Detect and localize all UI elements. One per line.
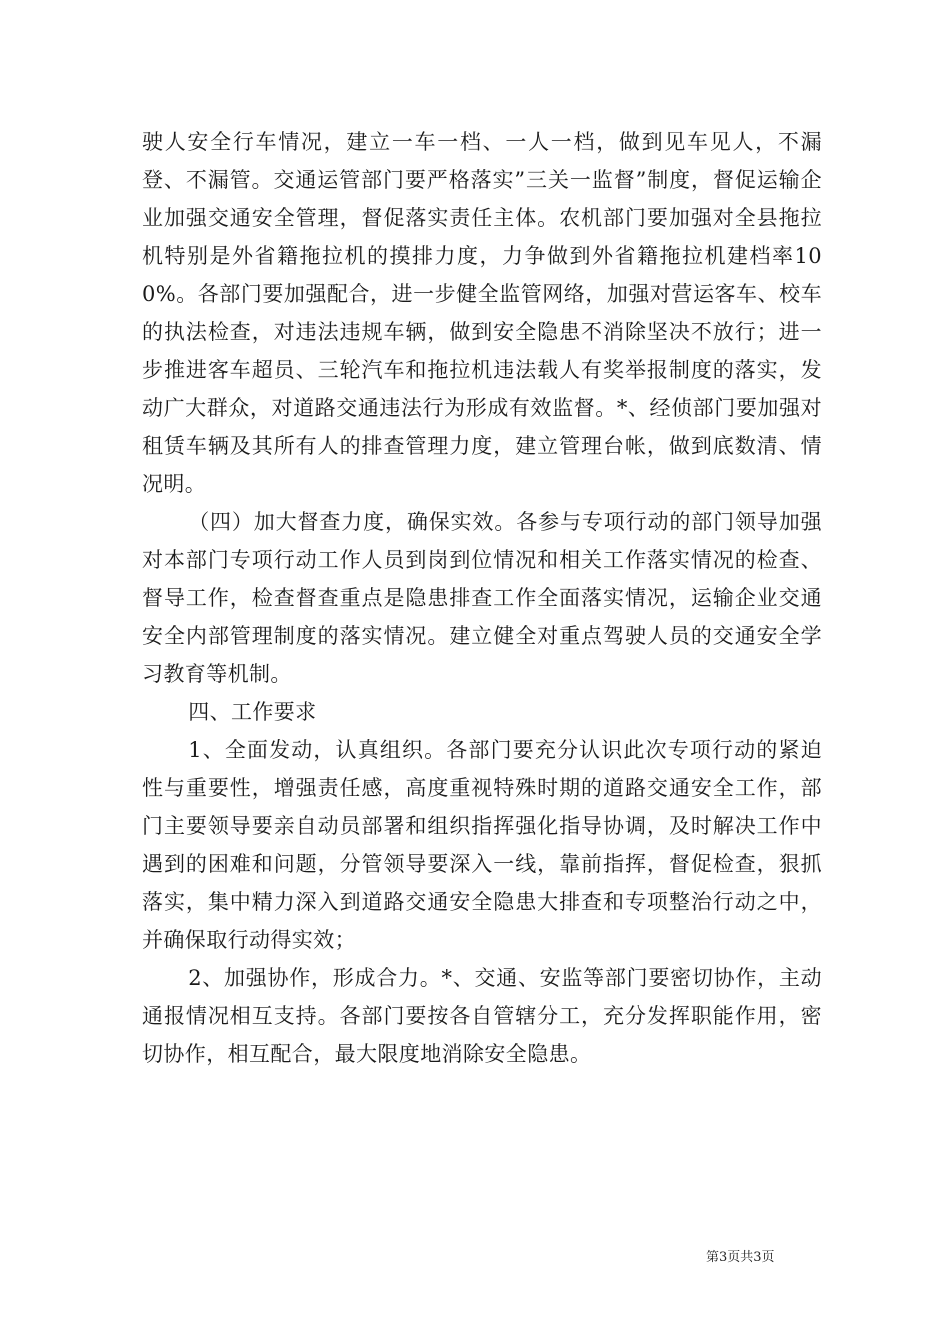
paragraph-supervision: （四）加大督查力度，确保实效。各参与专项行动的部门领导加强对本部门专项行动工作人员到岗到位情况和相关工作落实情况的检查、督导工作，检查督查重点是隐患排查工作全面落实情况，运输企业交通安全内部管理制度的落实情况。建立健全对重点驾驶人员的交通安全学习教育等机制。	[142, 510, 822, 686]
page-number-footer: 第3页共3页	[706, 1250, 775, 1265]
paragraph-requirement-2: 2、加强协作，形成合力。*、交通、安监等部门要密切协作，主动通报情况相互支持。各部门要按各自管辖分工，充分发挥职能作用，密切协作，相互配合，最大限度地消除安全隐患。	[142, 966, 822, 1066]
paragraph-continued: 驶人安全行车情况，建立一车一档、一人一档，做到见车见人，不漏登、不漏管。交通运管部门要严格落实”三关一监督”制度，督促运输企业加强交通安全管理，督促落实责任主体。农机部门要加强对全县拖拉机特别是外省籍拖拉机的摸排力度，力争做到外省籍拖拉机建档率100%。各部门要加强配合，进一步健全监管网络，加强对营运客车、校车的执法检查，对违法违规车辆，做到安全隐患不消除坚决不放行；进一步推进客车超员、三轮汽车和拖拉机违法载人有奖举报制度的落实，发动广大群众，对道路交通违法行为形成有效监督。*、经侦部门要加强对租赁车辆及其所有人的排查管理力度，建立管理台帐，做到底数清、情况明。	[142, 130, 822, 496]
document-body	[142, 123, 822, 1073]
section-heading-work-requirements: 四、工作要求	[188, 700, 317, 724]
paragraph-requirement-1: 1、全面发动，认真组织。各部门要充分认识此次专项行动的紧迫性与重要性，增强责任感，高度重视特殊时期的道路交通安全工作，部门主要领导要亲自动员部署和组织指挥强化指导协调，及时解决工作中遇到的困难和问题，分管领导要深入一线，靠前指挥，督促检查，狠抓落实，集中精力深入到道路交通安全隐患大排查和专项整治行动之中，并确保取行动得实效；	[142, 738, 822, 952]
